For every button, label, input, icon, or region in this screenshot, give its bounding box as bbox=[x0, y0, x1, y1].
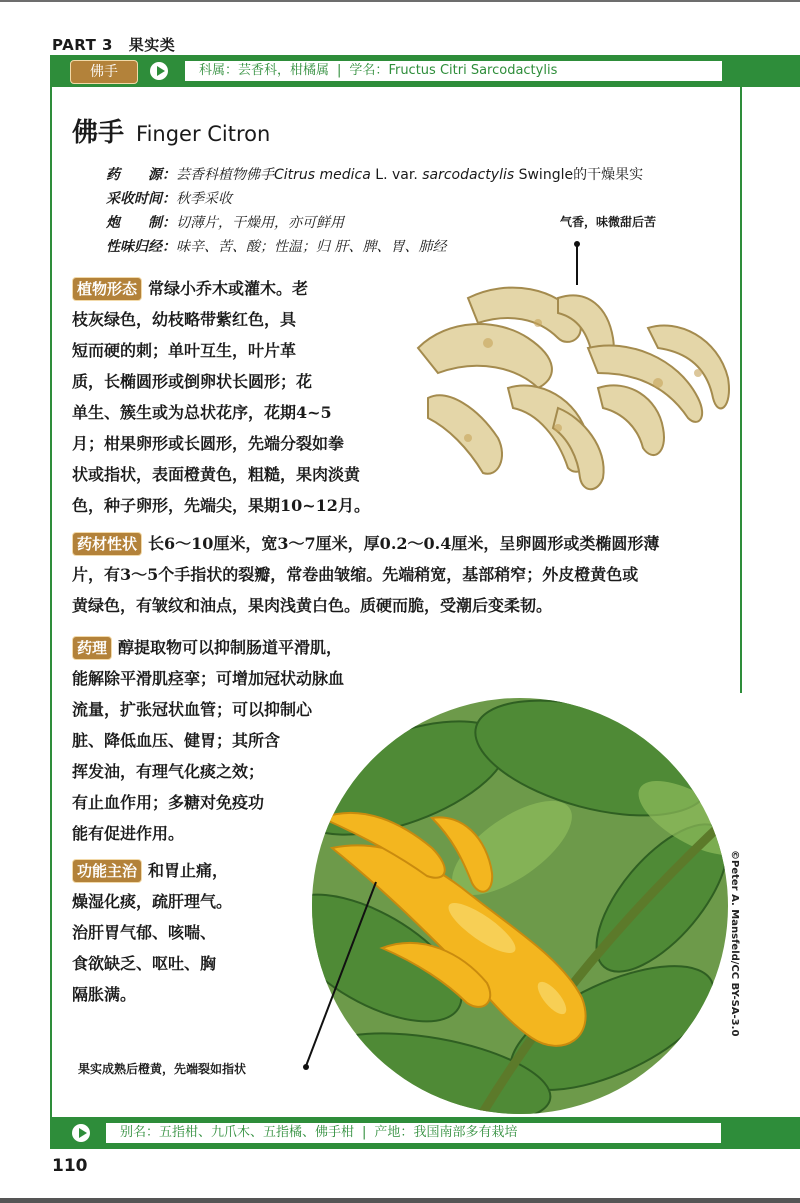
section-material bbox=[72, 528, 732, 621]
meta-nature bbox=[106, 236, 446, 256]
callout-fruit: 果实成熟后橙黄，先端裂如指状 bbox=[78, 1062, 247, 1076]
nature-value: 味辛、苦、酸；性温；归 肝、脾、胃、肺经 bbox=[176, 239, 447, 255]
origin-value: 我国南部多有栽培 bbox=[413, 1125, 518, 1140]
processing-label: 炮 制： bbox=[106, 215, 176, 231]
family-label: 科属： bbox=[199, 63, 239, 78]
pharmacology-line: 脏、降低血压、健胃；其所含 bbox=[72, 731, 281, 750]
function-line: 治肝胃气郁、咳喘、 bbox=[72, 923, 217, 942]
alias-label: 别名： bbox=[120, 1125, 160, 1140]
pharmacology-line: 挥发油，有理气化痰之效； bbox=[72, 762, 265, 781]
morphology-line: 枝灰绿色，幼枝略带紫红色，具 bbox=[72, 310, 297, 329]
scientific-name-value: Fructus Citri Sarcodactylis bbox=[388, 63, 558, 78]
material-line: 片，有3～5个手指状的裂瓣，常卷曲皱缩。先端稍宽，基部稍窄；外皮橙黄色或 bbox=[72, 565, 639, 584]
morphology-label: 植物形态 bbox=[72, 277, 142, 301]
processing-value: 切薄片，干燥用，亦可鲜用 bbox=[176, 215, 344, 231]
pharmacology-line: 能解除平滑肌痉挛；可增加冠状动脉血 bbox=[72, 669, 345, 688]
title-chinese: 佛手 bbox=[72, 118, 125, 148]
source-pre: 芸香科植物佛手 bbox=[176, 167, 274, 183]
part-number: PART 3 bbox=[52, 36, 113, 54]
section-function bbox=[72, 855, 312, 1010]
pharmacology-line: 流量，扩张冠状血管；可以抑制心 bbox=[72, 700, 313, 719]
scientific-name-label: 学名： bbox=[349, 63, 389, 78]
alias-value: 五指柑、九爪木、五指橘、佛手柑 bbox=[159, 1125, 355, 1140]
photo-credit-text: ©Peter A. Mansfeld/CC BY-SA-3.0 bbox=[729, 850, 740, 1037]
origin-label: 产地： bbox=[374, 1125, 414, 1140]
pharmacology-line: 醇提取物可以抑制肠道平滑肌， bbox=[118, 638, 343, 657]
section-morphology bbox=[72, 273, 412, 521]
pharmacology-label: 药理 bbox=[72, 636, 112, 660]
morphology-line: 状或指状，表面橙黄色，粗糙，果肉淡黄 bbox=[72, 465, 361, 484]
top-rule bbox=[0, 0, 800, 2]
callout-smell: 气香，味微甜后苦 bbox=[560, 215, 657, 229]
morphology-line: 月；柑果卵形或长圆形，先端分裂如拳 bbox=[72, 434, 345, 453]
callout-fruit-leader bbox=[300, 880, 380, 1070]
nature-label: 性味归经： bbox=[106, 239, 176, 255]
pharmacology-line: 有止血作用；多糖对免疫功 bbox=[72, 793, 265, 812]
harvest-label: 采收时间： bbox=[106, 191, 176, 207]
morphology-line: 单生、簇生或为总状花序，花期4~5 bbox=[72, 403, 332, 422]
source-latin-1: Citrus medica bbox=[274, 167, 371, 183]
page-title bbox=[72, 112, 270, 149]
function-line: 食欲缺乏、呕吐、胸 bbox=[72, 954, 217, 973]
dried-slices-image bbox=[408, 278, 738, 498]
meta-processing bbox=[106, 212, 344, 232]
part-category: 果实类 bbox=[128, 36, 176, 54]
morphology-line: 常绿小乔木或灌木。老 bbox=[148, 279, 309, 298]
morphology-line: 短而硬的刺；单叶互生，叶片革 bbox=[72, 341, 297, 360]
morphology-line: 色，种子卵形，先端尖，果期10~12月。 bbox=[72, 496, 370, 515]
pharmacology-line: 能有促进作用。 bbox=[72, 824, 185, 843]
function-line: 隔胀满。 bbox=[72, 985, 137, 1004]
part-header bbox=[52, 34, 175, 55]
source-post: Swingle的干燥果实 bbox=[514, 167, 644, 183]
function-label: 功能主治 bbox=[72, 859, 142, 883]
meta-harvest bbox=[106, 188, 232, 208]
divider: | bbox=[362, 1125, 367, 1140]
material-line: 长6～10厘米，宽3～7厘米，厚0.2～0.4厘米，呈卵圆形或类椭圆形薄 bbox=[148, 534, 660, 553]
source-label: 药 源： bbox=[106, 167, 176, 183]
morphology-line: 质，长椭圆形或倒卵状长圆形；花 bbox=[72, 372, 313, 391]
herb-tag: 佛手 bbox=[70, 60, 138, 84]
alias-origin-bar bbox=[103, 1123, 721, 1143]
bottom-rule bbox=[0, 1198, 800, 1203]
frame-left-rule bbox=[50, 87, 52, 1117]
material-line: 黄绿色，有皱纹和油点，果肉浅黄白色。质硬而脆，受潮后变柔韧。 bbox=[72, 596, 553, 615]
play-icon bbox=[72, 1124, 90, 1142]
photo-credit bbox=[729, 850, 750, 1037]
title-english: Finger Citron bbox=[136, 122, 271, 146]
harvest-value: 秋季采收 bbox=[176, 191, 232, 207]
function-line: 燥湿化痰，疏肝理气。 bbox=[72, 892, 233, 911]
divider: | bbox=[337, 63, 342, 78]
frame-right-rule bbox=[740, 87, 742, 693]
play-icon bbox=[150, 62, 168, 80]
function-line: 和胃止痛， bbox=[148, 861, 229, 880]
material-label: 药材性状 bbox=[72, 532, 142, 556]
family-value: 芸香科，柑橘属 bbox=[238, 63, 330, 78]
page-number: 110 bbox=[52, 1156, 88, 1176]
meta-source bbox=[106, 164, 643, 184]
taxonomy-bar bbox=[182, 61, 722, 81]
source-mid: L. var. bbox=[370, 167, 423, 183]
source-latin-2: sarcodactylis bbox=[422, 167, 515, 183]
